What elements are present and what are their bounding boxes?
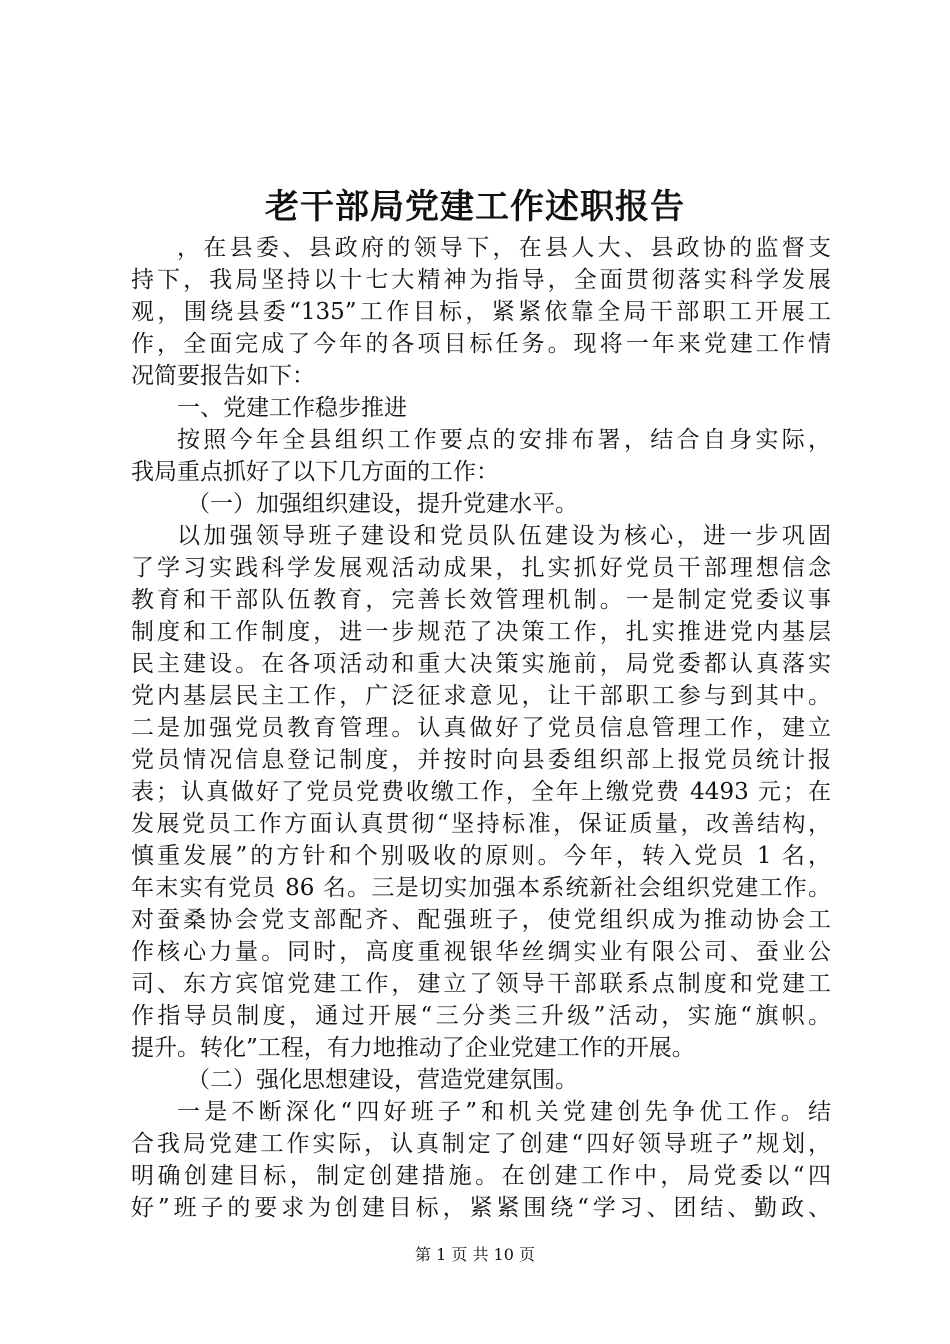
text-line: 观，围绕县委“135”工作目标，紧紧依靠全局干部职工开展工 <box>131 299 831 325</box>
page-footer: 第 1 页 共 10 页 <box>415 1245 535 1264</box>
text-line: 发展党员工作方面认真贯彻“坚持标准，保证质量，改善结构， <box>131 811 831 837</box>
text-line: 以加强领导班子建设和党员队伍建设为核心，进一步巩固 <box>177 523 831 549</box>
text-line: 了学习实践科学发展观活动成果，扎实抓好党员干部理想信念 <box>131 555 831 581</box>
document-body <box>131 232 831 1224</box>
text-line: 党内基层民主工作，广泛征求意见，让干部职工参与到其中。 <box>131 683 831 709</box>
text-line: ，在县委、县政府的领导下，在县人大、县政协的监督支 <box>177 235 831 261</box>
text-line: 一、党建工作稳步推进 <box>177 395 407 421</box>
text-line: 我局重点抓好了以下几方面的工作： <box>131 459 499 485</box>
text-line: 年末实有党员 86 名。三是切实加强本系统新社会组织党建工作。 <box>131 875 831 901</box>
text-line: （二）强化思想建设，营造党建氛围。 <box>187 1067 578 1093</box>
text-line: 一是不断深化“四好班子”和机关党建创先争优工作。结 <box>177 1099 831 1125</box>
text-line: 按照今年全县组织工作要点的安排布署，结合自身实际， <box>177 427 831 453</box>
text-line: （一）加强组织建设，提升党建水平。 <box>187 491 578 517</box>
text-line: 司、东方宾馆党建工作，建立了领导干部联系点制度和党建工 <box>131 971 831 997</box>
text-line: 二是加强党员教育管理。认真做好了党员信息管理工作，建立 <box>131 715 831 741</box>
text-line: 持下，我局坚持以十七大精神为指导，全面贯彻落实科学发展 <box>131 267 831 293</box>
text-line: 慎重发展”的方针和个别吸收的原则。今年，转入党员 1 名， <box>131 843 831 869</box>
text-line: 作指导员制度，通过开展“三分类三升级”活动，实施“旗帜。 <box>131 1003 831 1029</box>
text-line: 表；认真做好了党员党费收缴工作，全年上缴党费 4493 元；在 <box>131 779 831 805</box>
text-line: 民主建设。在各项活动和重大决策实施前，局党委都认真落实 <box>131 651 831 677</box>
text-line: 作，全面完成了今年的各项目标任务。现将一年来党建工作情 <box>131 331 831 357</box>
document-title: 老干部局党建工作述职报告 <box>265 187 685 227</box>
text-line: 作核心力量。同时，高度重视银华丝绸实业有限公司、蚕业公 <box>131 939 831 965</box>
text-line: 党员情况信息登记制度，并按时向县委组织部上报党员统计报 <box>131 747 831 773</box>
text-line: 明确创建目标，制定创建措施。在创建工作中，局党委以“四 <box>131 1163 831 1189</box>
text-line: 教育和干部队伍教育，完善长效管理机制。一是制定党委议事 <box>131 587 831 613</box>
text-line: 合我局党建工作实际，认真制定了创建“四好领导班子”规划， <box>131 1131 831 1157</box>
text-line: 况简要报告如下： <box>131 363 315 389</box>
text-line: 提升。转化”工程，有力地推动了企业党建工作的开展。 <box>131 1035 695 1061</box>
text-line: 好”班子的要求为创建目标，紧紧围绕“学习、团结、勤政、 <box>131 1195 831 1221</box>
text-line: 制度和工作制度，进一步规范了决策工作，扎实推进党内基层 <box>131 619 831 645</box>
text-line: 对蚕桑协会党支部配齐、配强班子，使党组织成为推动协会工 <box>131 907 831 933</box>
